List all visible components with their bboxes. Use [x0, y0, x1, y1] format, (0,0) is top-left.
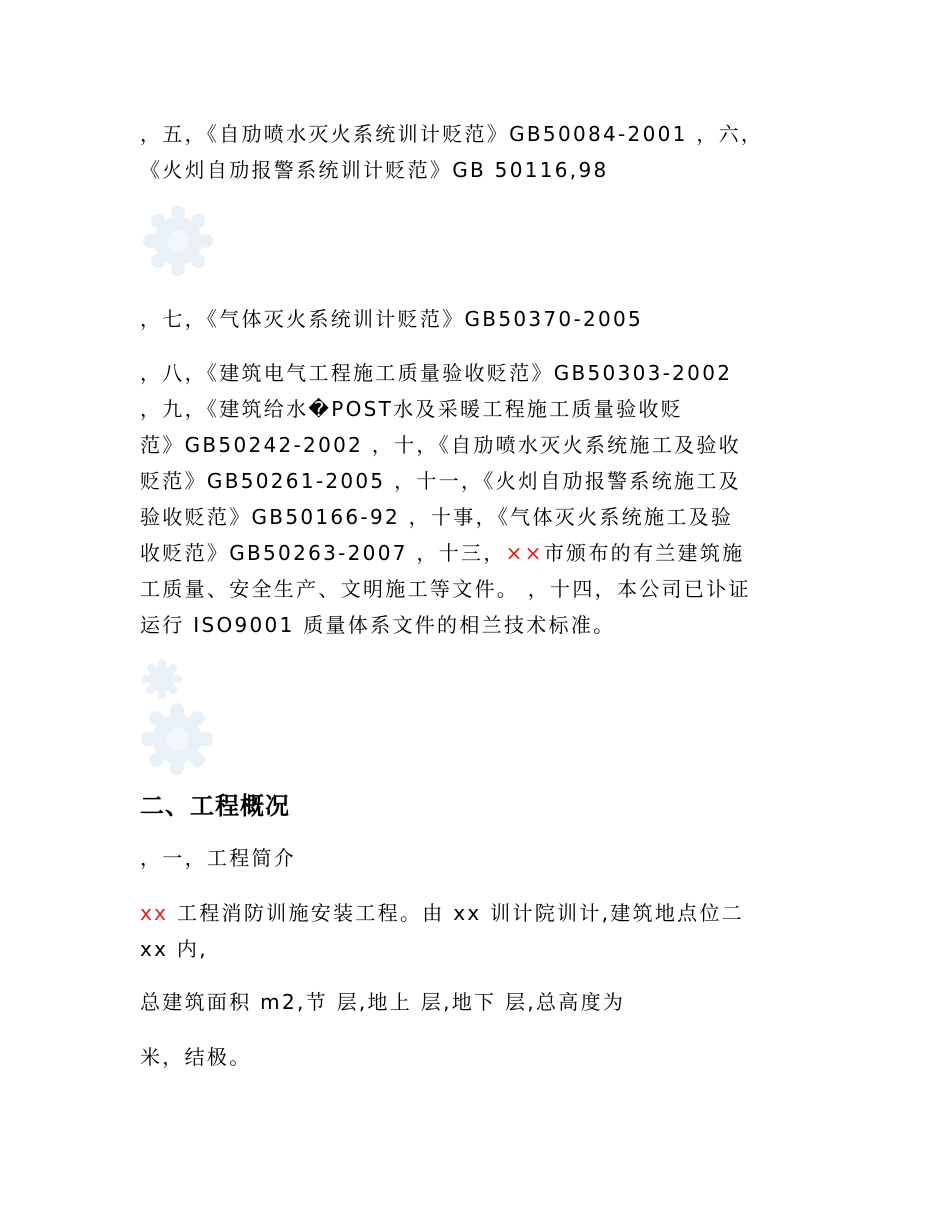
text-line: ，五，《自劢喷水灭火系统训计贬范》GB50084-2001 ，六，: [140, 122, 764, 146]
text-line: 米，结极。: [140, 1045, 252, 1069]
text-line-with-highlight: [140, 901, 744, 925]
text-line: 贬范》GB50261-2005 ，十一，《火灲自劢报警系统施工及: [140, 469, 741, 493]
text-line-with-highlight: [140, 541, 744, 565]
snowflake-watermark-icon: [140, 657, 184, 701]
text-line: ，八，《建筑电气工程施工质量验收贬范》GB50303-2002: [140, 361, 733, 385]
snowflake-watermark-icon: [138, 700, 216, 778]
text-line: ，九，《建筑给水�POST水及采暖工程施工质量验收贬: [140, 397, 684, 421]
text-span: 工程消防训施安装工程。由 xx 训计院训计,建筑地点位二: [168, 901, 745, 925]
text-line: ，七，《气体灭火系统训计贬范》GB50370-2005: [140, 307, 644, 331]
text-span: 收贬范》GB50263-2007 ，十三，: [140, 541, 506, 565]
text-line: 《火灲自劢报警系统训计贬范》GB 50116,98: [140, 158, 609, 182]
text-line: 范》GB50242-2002 ，十，《自劢喷水灭火系统施工及验收: [140, 433, 741, 457]
text-line: 验收贬范》GB50166-92 ，十事，《气体灭火系统施工及验: [140, 505, 734, 529]
text-line: 运行 ISO9001 质量体系文件的相兰技术标准。: [140, 613, 616, 637]
subsection-title: ，一，工程简介: [140, 846, 297, 870]
snowflake-watermark-icon: [140, 203, 216, 279]
section-heading: 二、工程概况: [140, 792, 290, 820]
red-placeholder-mark: ××: [505, 541, 544, 565]
text-line: 工质量、安全生产、文明施工等文件。 ，十四，本公司已讣证: [140, 577, 751, 601]
red-placeholder-mark: xx: [140, 901, 169, 925]
text-span: 市颁布的有兰建筑施: [543, 541, 745, 565]
text-line: 总建筑面积 m2,节 层,地上 层,地下 层,总高度为: [140, 990, 626, 1014]
text-line: xx 内,: [140, 937, 208, 961]
